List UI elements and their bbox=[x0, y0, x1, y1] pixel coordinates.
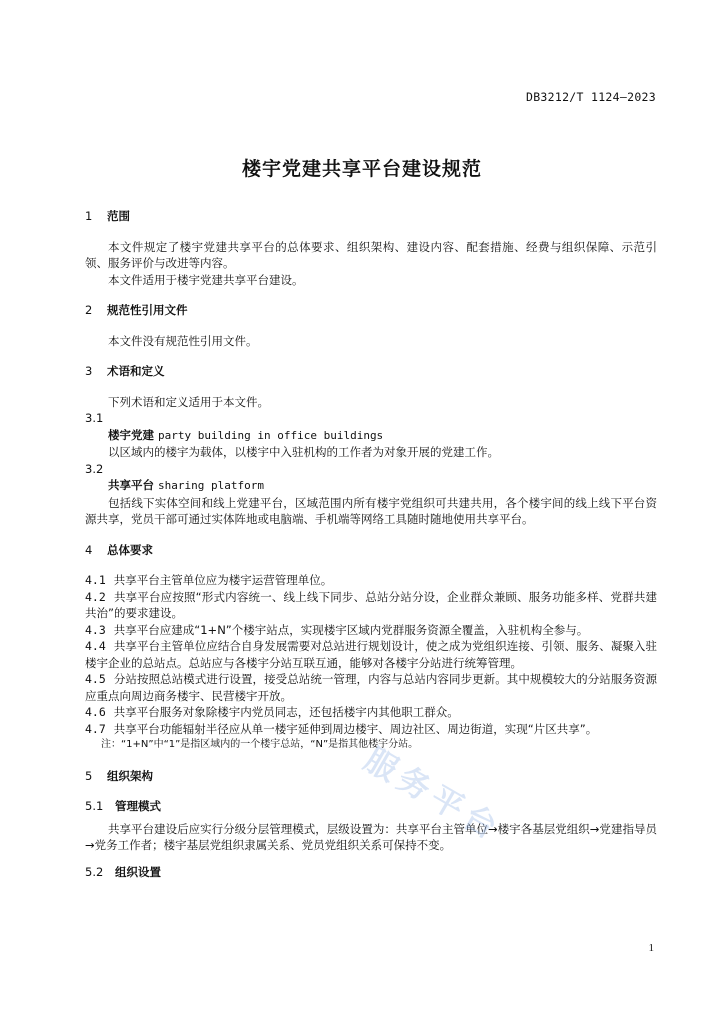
subsection-heading: 5.2 组织设置 bbox=[85, 864, 161, 879]
paragraph: 本文件没有规范性引用文件。 bbox=[108, 333, 258, 348]
term-number: 3.1 bbox=[85, 411, 104, 425]
section-heading: 2 规范性引用文件 bbox=[85, 303, 188, 317]
term-definition: 包括线下实体空间和线上党建平台，区域范围内所有楼宇党组织可共建共用，各个楼宇间的线上线下平台资源共享，党员干部可通过实体阵地或电脑端、手机端等网络工具随时随地使用共享平台。 bbox=[85, 495, 657, 526]
section-heading: 1 范围 bbox=[85, 209, 130, 223]
section-scope bbox=[85, 208, 657, 288]
document-title: 楼宇党建共享平台建设规范 bbox=[241, 158, 482, 180]
list-item: 4.7 共享平台功能辐射半径应从单一楼宇延伸到周边楼宇、周边社区、周边街道，实现“片区共享”。 bbox=[85, 721, 598, 736]
term-number: 3.2 bbox=[85, 461, 104, 476]
section-heading: 4 总体要求 bbox=[85, 542, 153, 557]
section-terms bbox=[85, 363, 657, 528]
document-body bbox=[85, 208, 657, 894]
term-name: 楼宇党建 party building in office buildings bbox=[108, 427, 384, 442]
section-general-requirements bbox=[85, 542, 657, 754]
paragraph: 本文件适用于楼宇党建共享平台建设。 bbox=[108, 272, 304, 287]
standard-code: DB3212/T 1124—2023 bbox=[525, 90, 656, 104]
term-definition: 以区域内的楼宇为载体，以楼宇中入驻机构的工作者为对象开展的党建工作。 bbox=[108, 445, 499, 459]
section-heading: 5 组织架构 bbox=[85, 768, 153, 783]
list-item: 4.5 分站按照总站模式进行设置，接受总站统一管理，内容与总站内容同步更新。其中规模较大的分站服务资源应重点向周边商务楼宇、民营楼宇开放。 bbox=[85, 672, 657, 703]
page-number: 1 bbox=[648, 942, 654, 954]
term-name: 共享平台 sharing platform bbox=[108, 478, 264, 492]
paragraph: 共享平台建设后应实行分级分层管理模式，层级设置为：共享平台主管单位→楼宇各基层党组织→党建指导员→党务工作者；楼宇基层党组织隶属关系、党员党组织关系可保持不变。 bbox=[85, 821, 657, 852]
subsection-heading: 5.1 管理模式 bbox=[85, 799, 161, 813]
section-heading: 3 术语和定义 bbox=[85, 364, 165, 378]
list-item: 4.4 共享平台主管单位应结合自身发展需要对总站进行规划设计，使之成为党组织连接、引领、服务、凝聚入驻楼宇企业的总站点。总站应与各楼宇分站互联互通，能够对各楼宇分站进行统筹管理。 bbox=[85, 639, 657, 670]
list-item: 4.1 共享平台主管单位应为楼宇运营管理单位。 bbox=[85, 573, 333, 587]
paragraph: 下列术语和定义适用于本文件。 bbox=[108, 394, 269, 409]
note: 注：“1+N”中“1”是指区域内的一个楼宇总站，“N”是指其他楼宇分站。 bbox=[101, 739, 419, 750]
list-item: 4.2 共享平台应按照“形式内容统一、线上线下同步、总站分站分设，企业群众兼顾、服务功能多样、党群共建共治”的要求建设。 bbox=[85, 589, 657, 620]
list-item: 4.6 共享平台服务对象除楼宇内党员同志，还包括楼宇内其他职工群众。 bbox=[85, 705, 459, 719]
watermark: 服务平台 bbox=[358, 740, 509, 850]
paragraph: 本文件规定了楼宇党建共享平台的总体要求、组织架构、建设内容、配套措施、经费与组织保障、示范引领、服务评价与改进等内容。 bbox=[85, 239, 657, 270]
list-item: 4.3 共享平台应建成“1+N”个楼宇站点，实现楼宇区域内党群服务资源全覆盖，入驻机构全参与。 bbox=[85, 622, 589, 637]
section-normative-references bbox=[85, 302, 657, 349]
section-organization bbox=[85, 768, 657, 881]
